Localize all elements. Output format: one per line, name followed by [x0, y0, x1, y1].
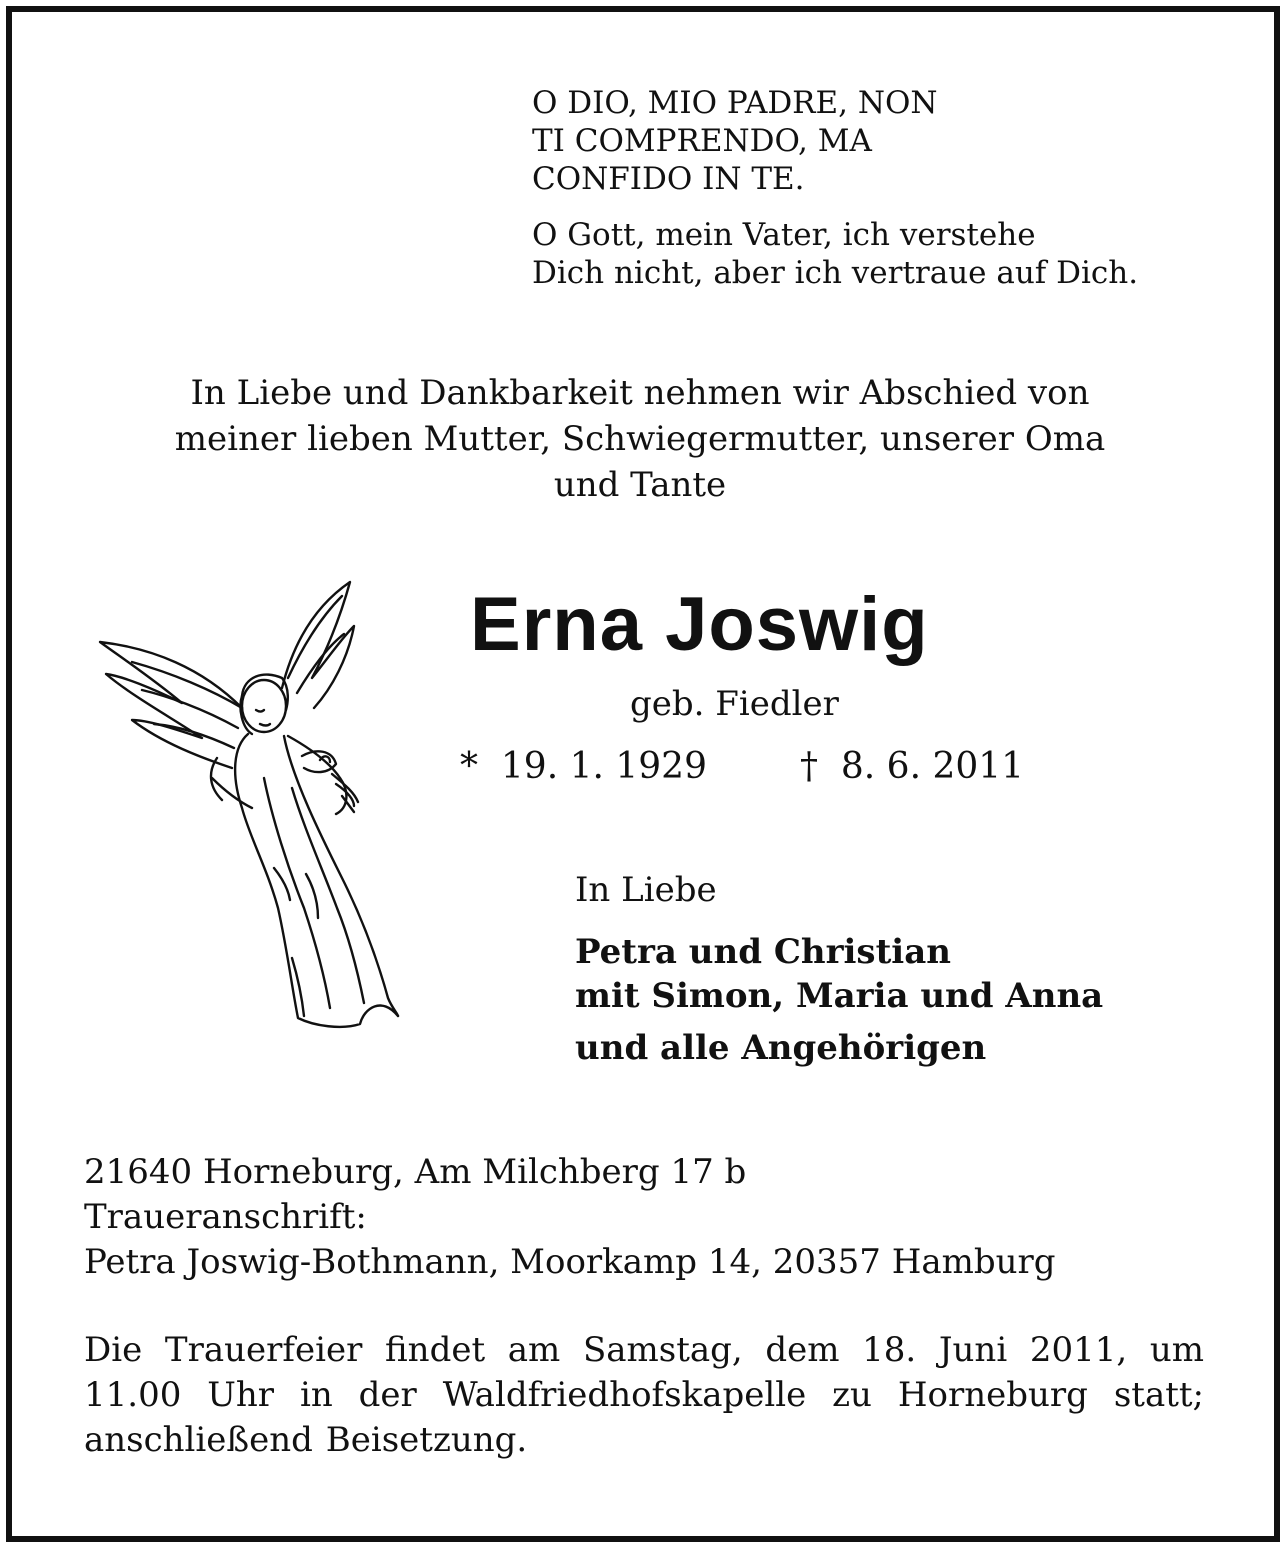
mourners-relatives: und alle Angehörigen	[575, 1028, 987, 1068]
motto-italian: O DIO, MIO PADRE, NON TI COMPRENDO, MA CONFIDO IN TE.	[532, 85, 938, 197]
ceremony-notice: Die Trauerfeier findet am Samstag, dem 18. Juni 2011, um 11.00 Uhr in der Waldfriedhofskapelle zu Horneburg statt; anschließend Beisetzung.	[84, 1330, 1204, 1460]
angel-illustration	[92, 578, 412, 1040]
mourners-family: Petra und Christian mit Simon, Maria und Anna	[575, 932, 1104, 1016]
address-block: 21640 Horneburg, Am Milchberg 17 b Traueranschrift: Petra Joswig-Bothmann, Moorkamp 14, 20357 Hamburg	[84, 1152, 1056, 1282]
maiden-name: geb. Fiedler	[630, 684, 839, 724]
intro-text: In Liebe und Dankbarkeit nehmen wir Abschied von meiner lieben Mutter, Schwiegermutter, unserer Oma und Tante	[174, 373, 1106, 505]
deceased-name: Erna Joswig	[470, 582, 929, 667]
death-date: † 8. 6. 2011	[800, 746, 1025, 787]
motto-german: O Gott, mein Vater, ich verstehe Dich nicht, aber ich vertraue auf Dich.	[532, 217, 1139, 291]
birth-date: * 19. 1. 1929	[460, 746, 707, 787]
mourners-opening: In Liebe	[575, 870, 717, 910]
